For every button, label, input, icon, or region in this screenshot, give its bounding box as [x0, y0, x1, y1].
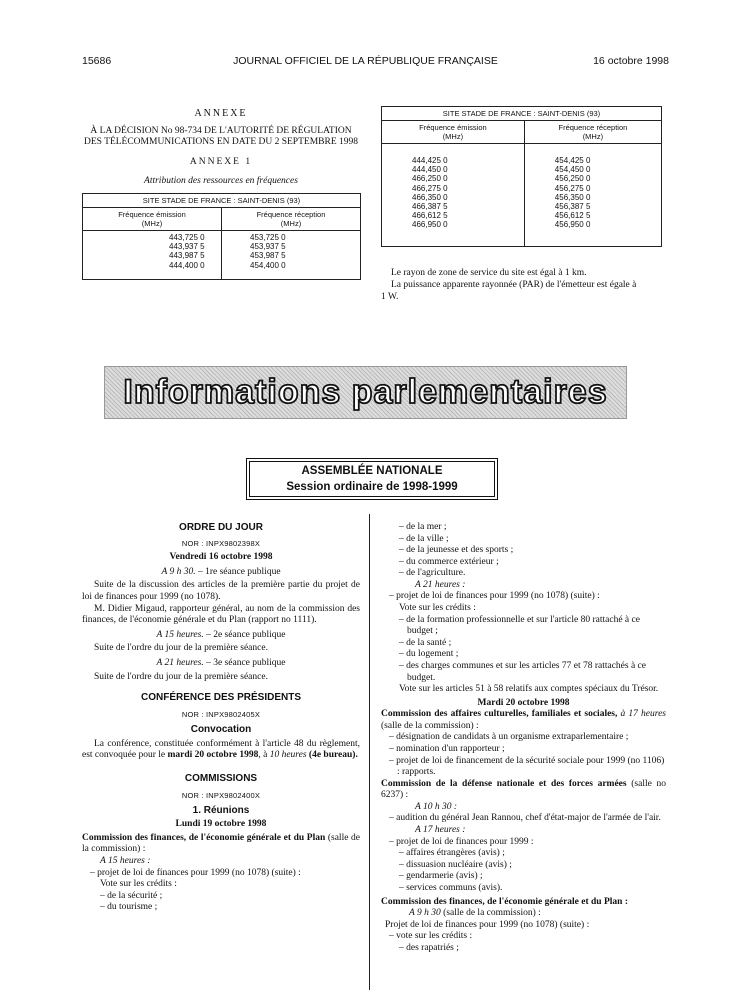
session-3-heading: A 21 heures. – 3e séance publique: [156, 657, 286, 668]
convocation-title: Convocation: [190, 724, 252, 736]
conference-title: CONFÉRENCE DES PRÉSIDENTS: [140, 692, 302, 704]
site-notes: [381, 268, 666, 304]
defense-projet: – projet de loi de finances pour 1999 :: [389, 836, 534, 847]
list-item: – de l'agriculture.: [399, 568, 466, 579]
ordre-du-jour-title: ORDRE DU JOUR: [179, 522, 263, 533]
defense-audition: – audition du général Jean Rannou, chef d'état-major de l'armée de l'air.: [389, 813, 661, 824]
list-item: – dissuasion nucléaire (avis) ;: [399, 859, 512, 870]
list-item: – de la santé ;: [399, 637, 452, 648]
list-item: – nomination d'un rapporteur ;: [389, 743, 505, 754]
vote-credits: Vote sur les crédits :: [100, 879, 177, 890]
convocation-text: La conférence, constituée conformément à l'article 48 du règlement, est convoquée pour le mardi 20 octobre 1998, à 10 heures (4e bureau).: [82, 738, 360, 761]
commissions-nor: NOR : INPX9802400X: [181, 790, 261, 800]
projet-loi-2: Projet de loi de finances pour 1999 (no 1078) (suite) :: [385, 919, 590, 930]
commissions-title: COMMISSIONS: [184, 772, 258, 784]
table-site-label: SITE STADE DE FRANCE : SAINT-DENIS (93): [382, 107, 662, 121]
time-10h30: A 10 h 30 :: [415, 801, 458, 812]
list-item: – projet de loi de financement de la sécurité sociale pour 1999 (no 1106) : rapports.: [389, 755, 665, 778]
annex-decision-line1: À LA DÉCISION No 98-734 DE L'AUTORITÉ DE RÉGULATION: [90, 126, 352, 136]
emission-values: 443,725 0 443,937 5 443,987 5 444,400 0: [83, 231, 222, 280]
note-power: La puissance apparente rayonnée (PAR) de l'émetteur est égale à: [391, 279, 637, 290]
defense-commission: Commission de la défense nationale et des forces armées (salle no 6237) :: [381, 778, 666, 801]
session-1-text2: M. Didier Migaud, rapporteur général, au nom de la commission des finances, de l'économie générale et du Plan (rapport no 1111).: [82, 603, 360, 626]
column-header-reception: Fréquence réception (MHz): [222, 208, 361, 231]
assembly-session: Session ordinaire de 1998-1999: [286, 481, 458, 493]
banner-title: Informations parlementaires: [123, 373, 608, 411]
annexe-1-title: ANNEXE 1: [189, 156, 253, 167]
note-service-radius: Le rayon de zone de service du site est égal à 1 km.: [391, 268, 587, 278]
cultural-commission: Commission des affaires culturelles, familiales et sociales, à 17 heures (salle de la commission) :: [381, 709, 666, 731]
monday-date: Lundi 19 octobre 1998: [175, 819, 267, 830]
time-9h30: A 9 h 30 (salle de la commission) :: [409, 908, 541, 919]
right-column: [381, 522, 666, 954]
assembly-box: [246, 458, 498, 500]
column-header-emission: Fréquence émission (MHz): [83, 208, 222, 231]
list-item: – du logement ;: [399, 649, 459, 660]
table-site-label: SITE STADE DE FRANCE : SAINT-DENIS (93): [83, 194, 361, 208]
reception-values: 454,425 0 454,450 0 456,250 0 456,275 0 456,350 0 456,387 5 456,612 5 456,950 0: [524, 144, 661, 247]
reunions-title: 1. Réunions: [192, 805, 250, 817]
time-17h: A 17 heures :: [415, 825, 466, 836]
session-1-text: Suite de la discussion des articles de la première partie du projet de loi de finances pour 1999 (no 1078).: [82, 580, 360, 603]
note-power-cont: 1 W.: [381, 291, 399, 302]
section-banner: [104, 366, 627, 419]
list-item: – du commerce extérieur ;: [399, 556, 499, 567]
time-21h: A 21 heures :: [415, 579, 466, 590]
friday-date: Vendredi 16 octobre 1998: [169, 552, 273, 563]
list-item: – des charges communes et sur les articles 77 et 78 rattachés à ce budget.: [399, 660, 646, 683]
list-item: – services communs (avis).: [399, 882, 503, 893]
list-item: – de la mer ;: [399, 522, 447, 532]
annex-heading: [82, 108, 360, 188]
finance-commission-2: Commission des finances, de l'économie générale et du Plan :: [381, 896, 628, 907]
session-1-heading: A 9 h 30. – 1re séance publique: [161, 566, 281, 577]
projet-loi: – projet de loi de finances pour 1999 (no 1078) (suite) :: [389, 591, 600, 602]
ordre-nor: NOR : INPX9802398X: [181, 539, 261, 549]
list-item: – de la jeunesse et des sports ;: [399, 545, 514, 556]
time-15h: A 15 heures :: [100, 856, 151, 867]
list-item: – de la ville ;: [399, 533, 449, 544]
list-item: – désignation de candidats à un organisme extraparlementaire ;: [389, 732, 629, 743]
left-column: [82, 522, 360, 914]
assembly-name: ASSEMBLÉE NATIONALE: [301, 465, 443, 477]
list-item: – des rapatriés ;: [399, 942, 459, 953]
journal-title: JOURNAL OFFICIEL DE LA RÉPUBLIQUE FRANÇAISE: [233, 55, 498, 67]
session-3-text: Suite de l'ordre du jour de la première séance.: [94, 671, 268, 682]
vote-articles: Vote sur les articles 51 à 58 relatifs aux comptes spéciaux du Trésor.: [399, 684, 659, 695]
annex-title: ANNEXE: [194, 108, 248, 119]
list-item: – de la formation professionnelle et sur l'article 80 rattaché à ce budget ;: [399, 614, 640, 637]
list-item: – affaires étrangères (avis) ;: [399, 848, 505, 859]
vote-credits: Vote sur les crédits :: [399, 603, 476, 614]
list-item: – de la sécurité ;: [100, 890, 163, 901]
column-header-reception: Fréquence réception (MHz): [524, 121, 661, 144]
annex-subtitle: Attribution des ressources en fréquences: [144, 176, 298, 187]
emission-values: 444,425 0 444,450 0 466,250 0 466,275 0 466,350 0 466,387 5 466,612 5 466,950 0: [382, 144, 525, 247]
list-item: – gendarmerie (avis) ;: [399, 871, 483, 882]
header-date: 16 octobre 1998: [593, 55, 669, 67]
session-2-heading: A 15 heures. – 2e séance publique: [156, 629, 286, 640]
reception-values: 453,725 0 453,937 5 453,987 5 454,400 0: [222, 231, 361, 280]
column-divider: [369, 514, 370, 990]
frequency-table-right: [381, 106, 662, 247]
conference-nor: NOR : INPX9802405X: [181, 710, 261, 720]
page-number: 15686: [82, 55, 112, 67]
frequency-table-left: [82, 193, 361, 280]
session-2-text: Suite de l'ordre du jour de la première séance.: [94, 643, 268, 654]
projet-loi: – projet de loi de finances pour 1999 (no 1078) (suite) :: [90, 867, 301, 878]
list-item: – du tourisme ;: [100, 902, 158, 913]
vote-credits-2: – vote sur les crédits :: [389, 931, 473, 942]
finance-commission: Commission des finances, de l'économie générale et du Plan (salle de la commission) :: [82, 832, 360, 855]
column-header-emission: Fréquence émission (MHz): [382, 121, 525, 144]
tuesday-date: Mardi 20 octobre 1998: [477, 697, 570, 708]
annex-decision-line2: DES TÉLÉCOMMUNICATIONS EN DATE DU 2 SEPTEMBRE 1998: [83, 137, 358, 148]
